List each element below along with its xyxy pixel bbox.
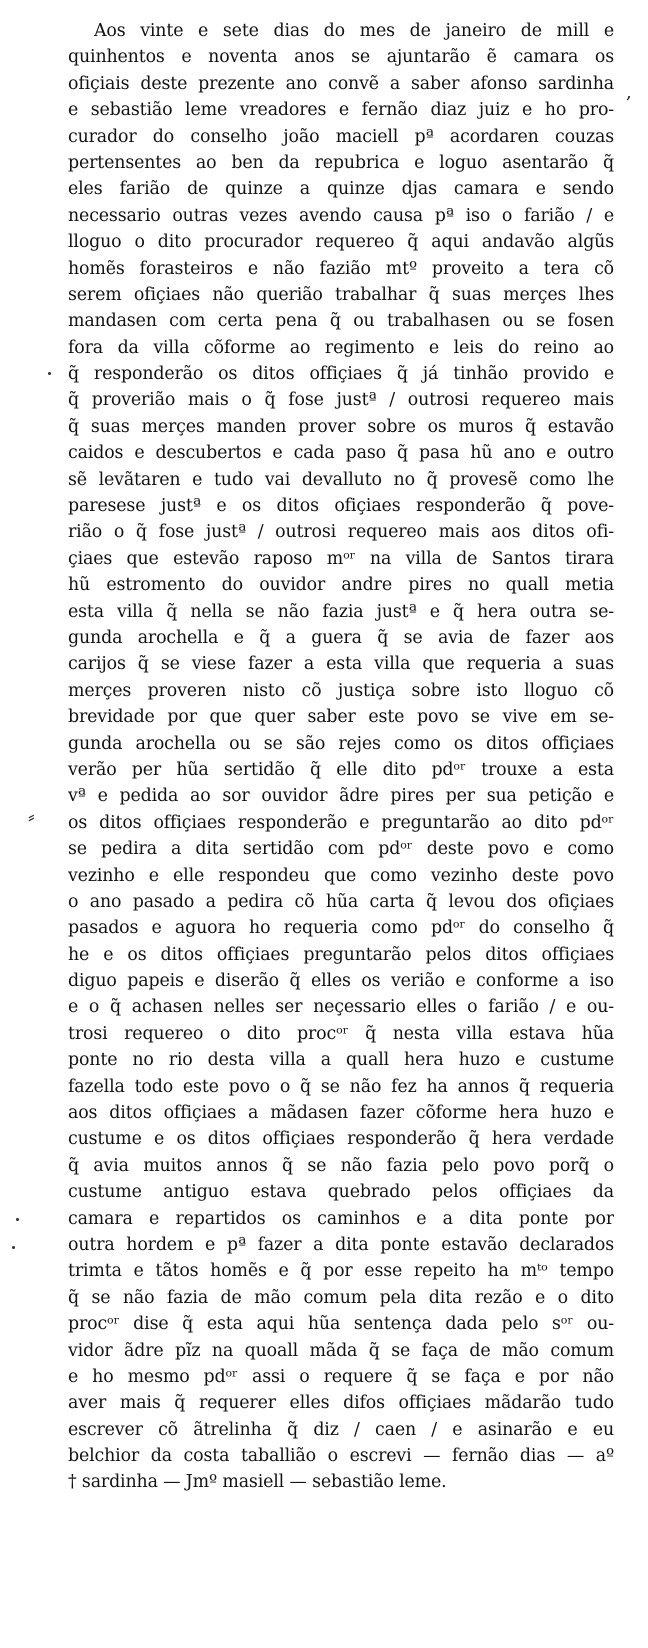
- text-line: e ho mesmo pdᵒʳ assi o requere q̃ se faça e por não: [68, 1366, 614, 1387]
- text-line: ofiçiais deste prezente ano convẽ a saber afonso sardinha: [68, 73, 614, 94]
- margin-mark-left: ⸗: [28, 804, 35, 828]
- text-line: paresese justª e os ditos ofiçiaes responderão q̃ pove-: [68, 496, 614, 517]
- text-line: e o q̃ achasen nelles ser neçessario elles o farião / e ou-: [68, 997, 614, 1018]
- margin-mark-right: ,: [626, 82, 632, 103]
- text-line: esta villa q̃ nella se não fazia justª e q̃ hera outra se-: [68, 601, 614, 622]
- text-line: merçes proveren nisto cõ justiça sobre isto lloguo cõ: [68, 680, 614, 701]
- text-line: vezinho e elle respondeu que como vezinho deste povo: [68, 865, 614, 886]
- text-line: q̃ suas merçes manden prover sobre os muros q̃ estavão: [68, 416, 614, 437]
- speck-left-3: [48, 372, 51, 375]
- text-line: † sardinha — Jmº masiell — sebastião leme.: [68, 1472, 447, 1493]
- text-line: q̃ proverião mais o q̃ fose justª / outrosi requereo mais: [68, 390, 614, 411]
- text-line: diguo papeis e diserão q̃ elles os verião e conforme a iso: [68, 971, 614, 992]
- text-line: curador do conselho joão maciell pª acordaren couzas: [68, 126, 614, 147]
- text-line: fazella todo este povo o q̃ se não fez ha annos q̃ requeria: [68, 1076, 614, 1097]
- text-line: escrever cõ ãtrelinha q̃ diz / caen / e asinarão e eu: [68, 1419, 614, 1440]
- text-line: hũ estromento do ouvidor andre pires no quall metia: [68, 575, 614, 596]
- text-line: homẽs forasteiros e não fazião mtº proveito a tera cõ: [68, 258, 614, 279]
- document-text: [68, 18, 614, 1496]
- text-line: o ano pasado a pedira cõ hũa carta q̃ levou dos ofiçiaes: [68, 891, 614, 912]
- text-line: he e os ditos offiçiaes preguntarão pelos ditos offiçiaes: [68, 944, 614, 965]
- text-line: fora da villa cõforme ao regimento e leis do reino ao: [68, 337, 614, 358]
- text-line: carijos q̃ se viese fazer a esta villa que requeria a suas: [68, 654, 614, 675]
- text-line: aos ditos offiçiaes a mãdasen fazer cõforme hera huzo e: [68, 1103, 614, 1124]
- text-line: vª e pedida ao sor ouvidor ãdre pires per sua petição e: [68, 786, 614, 807]
- text-line: verão per hũa sertidão q̃ elle dito pdᵒʳ trouxe a esta: [68, 759, 614, 780]
- text-line: q̃ avia muitos annos q̃ se não fazia pelo povo porq̃ o: [68, 1155, 614, 1176]
- text-line: brevidade por que quer saber este povo se vive em se-: [68, 707, 614, 728]
- speck-left-2: [12, 1246, 15, 1249]
- text-line: aver mais q̃ requerer elles difos offiçiaes mãdarão tudo: [68, 1393, 614, 1414]
- text-line: sẽ levãtaren e tudo vai devalluto no q̃ provesẽ como lhe: [68, 469, 614, 490]
- text-line: lloguo o dito procurador requereo q̃ aqui andavão algũs: [68, 232, 614, 253]
- text-line: q̃ se não fazia de mão comum pela dita rezão e o dito: [68, 1287, 614, 1308]
- text-line: mandasen com certa pena q̃ ou trabalhasen ou se fosen: [68, 311, 614, 332]
- text-line: outra hordem e pª fazer a dita ponte estavão declarados: [68, 1234, 614, 1255]
- text-line: pertensentes ao ben da repubrica e loguo asentarão q̃: [68, 152, 614, 173]
- text-line: vidor ãdre pĩz na quoall mãda q̃ se faça de mão comum: [68, 1340, 614, 1361]
- text-line: pasados e aguora ho requeria como pdᵒʳ do conselho q̃: [68, 918, 614, 939]
- text-line: ponte no rio desta villa a quall hera huzo e custume: [68, 1050, 614, 1071]
- text-line: trimta e tãtos homẽs e q̃ por esse repeito ha mᵗᵒ tempo: [68, 1261, 614, 1282]
- text-line: caidos e descubertos e cada paso q̃ pasa hũ ano e outro: [68, 443, 614, 464]
- text-line: os ditos offiçiaes responderão e preguntarão ao dito pdᵒʳ: [68, 812, 614, 833]
- text-line: belchior da costa taballião o escrevi — fernão dias — aº: [68, 1446, 614, 1467]
- text-line: trosi requereo o dito procᵒʳ q̃ nesta villa estava hũa: [68, 1023, 614, 1044]
- text-line: q̃ responderão os ditos offiçiaes q̃ já tinhão provido e: [68, 364, 614, 385]
- text-line: camara e repartidos os caminhos e a dita ponte por: [68, 1208, 614, 1229]
- text-line: custume e os ditos offiçiaes responderão q̃ hera verdade: [68, 1129, 614, 1150]
- text-line: çiaes que estevão raposo mᵒʳ na villa de Santos tirara: [68, 548, 614, 569]
- text-line: procᵒʳ dise q̃ esta aqui hũa sentença dada pelo sᵒʳ ou-: [68, 1314, 614, 1335]
- text-line: gunda arochella ou se são rejes como os ditos offiçiaes: [68, 733, 614, 754]
- text-line: Aos vinte e sete dias do mes de janeiro de mill e: [94, 21, 614, 41]
- text-line: serem ofiçiaes não querião trabalhar q̃ suas merçes lhes: [68, 284, 614, 305]
- speck-left-1: [16, 1218, 19, 1221]
- text-line: e sebastião leme vreadores e fernão diaz juiz e ho pro-: [68, 100, 614, 121]
- text-line: quinhentos e noventa anos se ajuntarão ẽ camara os: [68, 47, 614, 68]
- text-line: eles farião de quinze a quinze djas camara e sendo: [68, 179, 614, 200]
- text-line: rião o q̃ fose justª / outrosi requereo mais aos ditos ofi-: [68, 522, 614, 543]
- text-line: gunda arochella e q̃ a guera q̃ se avia de fazer aos: [68, 627, 614, 648]
- text-line: necessario outras vezes avendo causa pª iso o farião / e: [68, 205, 614, 226]
- text-line: se pedira a dita sertidão com pdᵒʳ deste povo e como: [68, 839, 614, 860]
- text-line: custume antiguo estava quebrado pelos offiçiaes da: [68, 1182, 614, 1203]
